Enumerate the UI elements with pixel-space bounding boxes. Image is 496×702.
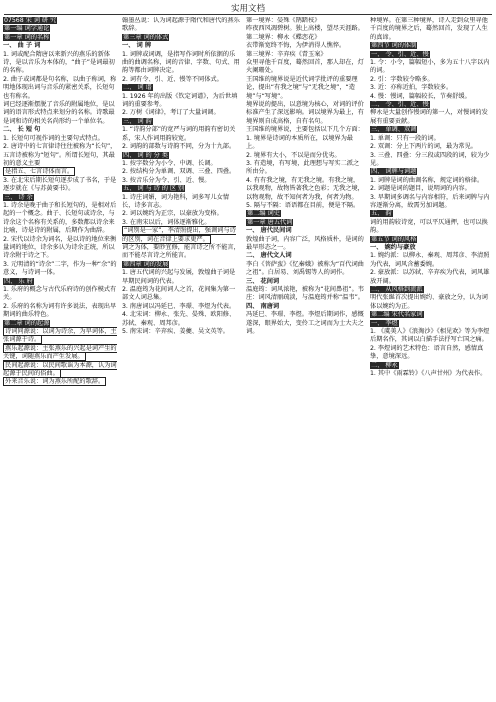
text-paragraph-text: 2. 乐府的名称为词有许多说法，表现出早期词的曲乐特色。 (3, 302, 117, 319)
text-paragraph-text: 第二境界：柳永《蝶恋花》 (246, 33, 321, 41)
text-paragraph (370, 135, 493, 143)
text-paragraph (370, 59, 493, 76)
text-paragraph (370, 177, 493, 185)
text-paragraph (122, 328, 240, 336)
text-paragraph-text: 1. 乐府的概念与古代乐府诗的创作模式有关。 (3, 286, 117, 302)
text-paragraph (3, 76, 117, 101)
subsection-heading-text: 二、 长 短 句 (3, 126, 41, 134)
text-paragraph (246, 286, 364, 303)
section-heading (370, 126, 493, 134)
boxed-term-text: 诗词同源说：以词为诗余，为早词体，主张词源于诗。 (3, 328, 117, 344)
text-paragraph (122, 76, 240, 84)
text-paragraph-text: 第三境界：辛弃疾《青玉案》 (246, 50, 327, 58)
text-paragraph-text: 2. 词以婉约为正宗，以豪放为变格。 (122, 210, 223, 218)
section-heading-text: 三、 词 韵 (123, 117, 152, 125)
text-paragraph-text: 3. 元明清的“诗余”二字，作为一种“余”的意义，与诗词一体。 (3, 260, 117, 277)
section-heading (370, 51, 493, 59)
section-heading (3, 34, 117, 42)
text-paragraph-text: 2. 宋代以诗余为词名，是以诗的地位来衡量词的地位，诗余多认为诗余正统，所以诗余附于诗之下。 (3, 235, 117, 260)
text-paragraph-text: 2. 曲子或词都是句名称，以曲子称词，称明地体现出词与音乐的紧密关系，长短句也有称名。 (3, 75, 117, 100)
text-paragraph-text: 王国维的境界说，主要包括以下几个方面： (246, 126, 364, 134)
text-paragraph (246, 311, 364, 336)
section-heading (246, 219, 364, 227)
column-2 (122, 17, 240, 697)
text-paragraph (246, 126, 364, 134)
text-paragraph (246, 261, 364, 278)
text-paragraph-text: 昨夜西风凋碧树。独上高楼，望尽天涯路。 (246, 25, 364, 33)
text-paragraph-text: 2. 词有令、引、近、慢等不同体式。 (122, 75, 223, 83)
text-paragraph-text: 冯延巳、李璟、李煜。李煜后期词作，感慨遂深，眼界始大，变伶工之词而为士大夫之词。 (246, 311, 364, 336)
text-paragraph-text: 2. 豪放派：以苏轼、辛弃疾为代表，词风雄放开阔。 (370, 269, 490, 285)
subsection-heading-text: 一、 词 牌 (122, 42, 152, 50)
text-paragraph (370, 294, 493, 311)
text-paragraph (246, 177, 364, 202)
section-heading-text: 第二编 词史 (247, 210, 280, 218)
text-paragraph-text: 5. 南宋词：辛弃疾、姜夔、吴文英等。 (122, 328, 229, 336)
text-paragraph (370, 93, 493, 101)
section-heading-text: 第五节 词的风格 (371, 235, 417, 243)
section-heading-text: 三、 单调、双调 (371, 126, 417, 134)
text-paragraph-text: 2. 李煜词的艺术特色：语言自然，感情真挚，意境深远。 (370, 344, 484, 361)
subsection-heading-text: 四、 南唐词 (246, 302, 280, 310)
text-paragraph (122, 286, 240, 303)
section-heading (370, 42, 493, 50)
text-paragraph-text: 1. 词或配合隋唐以来新兴的燕乐的新体诗，是以音乐为本体的，“曲子”是词最初的名称。 (3, 50, 115, 75)
subsection-heading-text: 二、 唐代文人词 (246, 252, 292, 260)
text-paragraph (370, 109, 493, 126)
subsection-heading (246, 278, 364, 286)
text-paragraph-text: 王国维的境界说是近代词学批评的重要理论，提出“有我之境”与“无我之境”，“造境”与“写境”。 (246, 75, 358, 100)
text-paragraph (370, 185, 493, 193)
text-paragraph-text: 2. 引：字数较令略多。 (370, 75, 434, 83)
text-paragraph-text: 3. 在南宋以后，词体逐渐雅化。 (122, 218, 211, 226)
text-paragraph (246, 34, 364, 42)
text-paragraph-text: 3. 在北宋后期长短句逐步成了书名，于是逐步就在《与苏黄要书》。 (3, 176, 117, 193)
section-heading-text: 第一编 词学通论 (4, 25, 50, 33)
text-paragraph-text: 种境界。在第三种境界，诗人走到众里寻他千百度的境界之后，蓦然回首，发现了人生的真谛。 (370, 17, 488, 41)
text-paragraph (122, 126, 240, 143)
text-paragraph (370, 152, 493, 169)
section-heading-text: 第四章 词的发展 (123, 260, 169, 268)
section-heading (122, 185, 240, 193)
text-paragraph (370, 328, 493, 345)
text-paragraph (246, 42, 364, 50)
subsection-heading-text: 一、 曲 子 词 (3, 42, 41, 50)
text-paragraph (3, 177, 117, 194)
text-paragraph (246, 236, 364, 253)
text-paragraph (370, 370, 493, 378)
text-paragraph (3, 202, 117, 236)
section-heading-text: 二、 从风格到流派 (371, 286, 423, 293)
subsection-heading-text: 一、 婉约与豪放 (370, 243, 416, 251)
text-paragraph-text: 2. 万树《词律》，考订了大量词调。 (122, 109, 220, 117)
section-heading (3, 25, 117, 33)
page-title: 实用文档 (230, 4, 265, 14)
text-paragraph (3, 303, 117, 320)
text-paragraph (122, 177, 240, 185)
section-heading (122, 84, 240, 92)
section-heading (370, 362, 493, 370)
section-heading (370, 210, 493, 218)
text-paragraph-text: 4. 慢：慢词，篇幅较长，节奏舒缓。 (370, 92, 471, 100)
text-paragraph (122, 109, 240, 117)
section-heading-text: 第四节 词的体制 (371, 42, 417, 50)
text-paragraph-text: 翰墨丛说：认为词起源于隋代和唐代的燕乐歌辞。 (122, 17, 240, 33)
boxed-term-text: 外来音乐说：词为燕乐所配的歌辞。 (5, 378, 105, 386)
boxed-term-text: “词别是一家”，李清照提出，强调词与诗的区别，词在音律上要求更严。 (122, 227, 236, 243)
text-paragraph (246, 152, 364, 160)
boxed-term-text: 是指五、七言诗体而言。 (5, 168, 74, 176)
section-heading-text: 第三章 词的体式 (123, 33, 169, 41)
text-paragraph (122, 168, 240, 176)
section-heading-text: 二、 词 谱 (123, 84, 152, 92)
section-heading (122, 261, 240, 269)
text-paragraph (246, 160, 364, 177)
text-paragraph-text: 1. 单调：只有一段的词。 (370, 134, 440, 142)
section-heading-text: 五、 词 与 诗 的 区 别 (123, 185, 185, 193)
section-heading (370, 320, 493, 328)
section-heading-text: 第一章 词的名称 (4, 33, 50, 41)
subsection-heading (122, 42, 240, 50)
header-rule (4, 14, 492, 15)
text-paragraph (122, 51, 240, 76)
text-paragraph (370, 143, 493, 151)
text-paragraph-text: 1. 唐五代词的兴起与发展，敦煌曲子词是早期民间词的代表。 (122, 269, 236, 285)
column-3 (246, 17, 364, 697)
text-paragraph-text: 词的用韵较诗宽，可以平仄通押，也可以换韵。 (370, 218, 488, 235)
section-heading-text: 07568 宋 词 研 究 (4, 17, 57, 24)
text-paragraph-text: 1. 长短句可视作词的主要句式特点。 (3, 134, 104, 142)
text-paragraph-text: 境界说的提出，以意境为核心，对词的评价标准产生了深远影响。词以境界为最上，有境界则自成高格，自有名句。 (246, 101, 364, 125)
text-paragraph-text: 2. 按结构分为单调、双调、三叠、四叠。 (122, 168, 236, 176)
subsection-heading (3, 126, 117, 134)
text-paragraph-text: 3. 南唐词以冯延巳、李璟、李煜为代表。 (122, 302, 236, 310)
text-paragraph (370, 252, 493, 269)
text-paragraph (122, 17, 240, 34)
text-paragraph (246, 59, 364, 76)
boxed-term (3, 168, 117, 176)
section-heading-text: 三、 诗 余 (4, 193, 33, 201)
text-paragraph (246, 135, 364, 152)
text-paragraph (122, 244, 240, 261)
section-heading (3, 194, 117, 202)
text-paragraph-text: 1. 婉约派：以柳永、秦观、周邦彦、李清照为代表，词风含蓄委婉。 (370, 252, 490, 268)
text-paragraph-text: 2. 双调：分上下两片的词，最为常见。 (370, 143, 477, 151)
text-paragraph-text: 3. 早期词多调名与内容相符，后来词牌与内容逐渐分离，故需另加词题。 (370, 193, 490, 209)
text-paragraph-text: 3. 近：亦称近拍，字数较多。 (370, 84, 453, 92)
text-paragraph (122, 93, 240, 110)
section-heading-text: 第一章 唐五代词 (247, 218, 293, 226)
text-paragraph (122, 311, 240, 328)
boxed-term (3, 362, 117, 379)
section-heading (370, 168, 493, 176)
text-paragraph (370, 345, 493, 362)
text-paragraph (370, 269, 493, 286)
section-heading (370, 236, 493, 244)
text-paragraph-text: 5. 隔与不隔：语语都在目前，便是不隔。 (246, 201, 360, 209)
subsection-heading (246, 227, 364, 235)
text-paragraph-text: 4. 有有我之境，有无我之境。有我之境，以我观物，故物皆著我之色彩；无我之境，以物观物，故不知何者为我，何者为物。 (246, 176, 364, 201)
text-paragraph (3, 286, 117, 303)
text-paragraph (246, 25, 364, 33)
text-paragraph-text: 1. 《虞美人》《浪淘沙》《相见欢》等为李煜后期名作，其词以白描手法抒写亡国之痛。 (370, 328, 490, 344)
section-heading (246, 210, 364, 218)
section-heading-text: 第二编 宋代名家词 (371, 311, 423, 319)
boxed-term-text: 民间起源说：以民间歌谣为本源，认为词起源于民间的俗曲。 (3, 361, 117, 378)
text-paragraph-text: 柳永是大量创作慢词的第一人，对慢词的发展有重要贡献。 (370, 109, 488, 125)
text-paragraph (3, 261, 117, 278)
text-paragraph-text: 2. 词韵的部数与诗韵不同，分为十九部。 (122, 143, 236, 151)
section-heading-text: 五、 韵 (371, 210, 392, 218)
text-paragraph (3, 101, 117, 126)
text-paragraph-text: 1. 诗庄词媚，词为艳科，词多写儿女情长，诗多言志。 (122, 193, 229, 209)
text-paragraph-text: 众里寻他千百度，蓦然回首，那人却在，灯火阑珊处。 (246, 59, 364, 75)
text-paragraph-text: 3. 三叠、四叠：分三段或四段的词，较为少见。 (370, 151, 490, 167)
text-paragraph (370, 76, 493, 84)
text-paragraph (122, 194, 240, 211)
text-paragraph (370, 219, 493, 236)
text-paragraph-text: 明代张綖首次提出婉约、豪放之分，认为词体以婉约为正。 (370, 294, 488, 310)
text-paragraph (370, 17, 493, 42)
text-paragraph-text: 3. 按音乐分为令、引、近、慢。 (122, 176, 211, 184)
boxed-term (3, 345, 117, 362)
subsection-heading-text: 一、 唐代民间词 (246, 227, 292, 235)
section-heading-text: 一、 令、引、近、慢 (371, 50, 429, 58)
text-paragraph-text: 2. 唐诗中的七言律诗往往被称为“长句”，五言诗被称为“短句”。所谓长短句，其最初的意义主要 (3, 143, 117, 167)
text-paragraph (122, 269, 240, 286)
column-1 (3, 17, 117, 697)
subsection-heading (246, 252, 364, 260)
section-heading (370, 311, 493, 319)
text-paragraph-text: 1. 诗余是晚于曲子和长短句的，是相对后起的一个概念。曲子、长短句或诗余，与诗余这个名称有关系的，多数都以诗余来比喻，诗是诗的附属，后期作为曲辞。 (3, 201, 117, 235)
text-paragraph (3, 143, 117, 168)
text-paragraph (122, 210, 240, 218)
section-heading-text: 第二章 词的起源 (4, 319, 50, 327)
text-paragraph (246, 101, 364, 126)
text-paragraph-text: 3. 有造境，有写境，此理想与写实二派之所由分。 (246, 159, 360, 176)
text-paragraph-text: 1. 按字数分为小令、中调、长调。 (122, 159, 217, 167)
text-paragraph-text: 敦煌曲子词，内容广泛，风格质朴，是词的最早形态之一。 (246, 235, 364, 251)
text-paragraph (370, 194, 493, 211)
text-paragraph-text: 词之为体，要眇宜修，能言诗之所不能言，而不能尽言诗之所能言。 (122, 243, 240, 260)
subsection-heading (246, 303, 364, 311)
text-paragraph-text: 1. 词牌是词的曲调名称，规定词的格律。 (370, 176, 484, 184)
text-paragraph-text: 1. 令：小令，篇幅短小，多为五十八字以内的词。 (370, 59, 490, 75)
text-paragraph (370, 84, 493, 92)
text-paragraph-text: 第一境界：晏殊《鹊踏枝》 (246, 17, 321, 24)
text-paragraph (3, 236, 117, 261)
text-paragraph-text: 词已经逐渐摆脱了音乐的附属地位，是以词的语言形式特点来划分的名称。诗歌最是词和诗的相关名尚形约一个单位名。 (3, 101, 115, 125)
text-paragraph-text: 1. 其中《雨霖铃》《八声甘州》为代表作。 (370, 370, 487, 378)
text-paragraph-text: 2. 境界有大小，不以是而分优劣。 (246, 151, 341, 159)
text-paragraph-text: 衣带渐宽终不悔，为伊消得人憔悴。 (246, 42, 346, 50)
subsection-heading-text: 三、 花间词 (246, 277, 280, 285)
text-paragraph-text: 1. “诗韵分部”的宽严与词的用韵有密切关系，宋人作词用韵较宽。 (122, 126, 236, 142)
text-paragraph-text: 4. 北宋词：柳永、张先、晏殊、欧阳修、苏轼、秦观、周邦彦。 (122, 311, 236, 327)
section-heading-text: 四、 词牌与词题 (371, 168, 417, 176)
boxed-term-text: 燕乐起源说：主张燕乐的兴起是词产生的关键，词随燕乐而产生发展。 (3, 344, 117, 361)
section-heading-text: 四、 词 的 分 类 (123, 151, 168, 159)
text-paragraph (246, 76, 364, 101)
section-heading (122, 34, 240, 42)
section-heading-text: 一、 李煜 (371, 319, 398, 327)
text-paragraph (122, 303, 240, 311)
text-paragraph-text: 温庭筠：词风浓艳，被称为“花间鼻祖”。韦庄：词风清丽疏淡，与温庭筠并称“温韦”。 (246, 286, 364, 302)
section-heading-text: 四、 乐 府 (4, 277, 33, 285)
text-paragraph-text: 1. 词牌或词调，是指写作词时所依据的乐曲的曲调名称，词的音律、字数、句式、用韵等都由词牌决定。 (122, 50, 240, 75)
text-paragraph-text: 1. 境界是诗词的本质所在，以境界为最上。 (246, 134, 353, 151)
text-paragraph (3, 135, 117, 143)
text-paragraph-text: 李白《菩萨蛮》《忆秦娥》被称为“百代词曲之祖”。白居易、刘禹锡等人的词作。 (246, 260, 364, 277)
section-heading (3, 278, 117, 286)
text-paragraph-text: 1. 1926 年的出版《钦定词谱》，为后世填词的重要参考。 (122, 92, 238, 109)
column-4 (370, 17, 493, 697)
boxed-term (3, 328, 117, 345)
section-heading-text: 二、 柳永 (371, 361, 398, 369)
text-paragraph (122, 143, 240, 151)
text-paragraph-text: 2. 词题是词的题目，说明词的内容。 (370, 185, 471, 193)
section-heading (122, 152, 240, 160)
boxed-term (3, 378, 117, 386)
subsection-heading (3, 42, 117, 50)
section-heading-text: 二、 令、引、近、慢 (371, 101, 429, 109)
boxed-term (122, 227, 240, 244)
text-paragraph (246, 51, 364, 59)
text-paragraph-text: 2. 温庭筠为花间词人之首，花间集为第一部文人词总集。 (122, 286, 236, 302)
text-paragraph (3, 51, 117, 76)
